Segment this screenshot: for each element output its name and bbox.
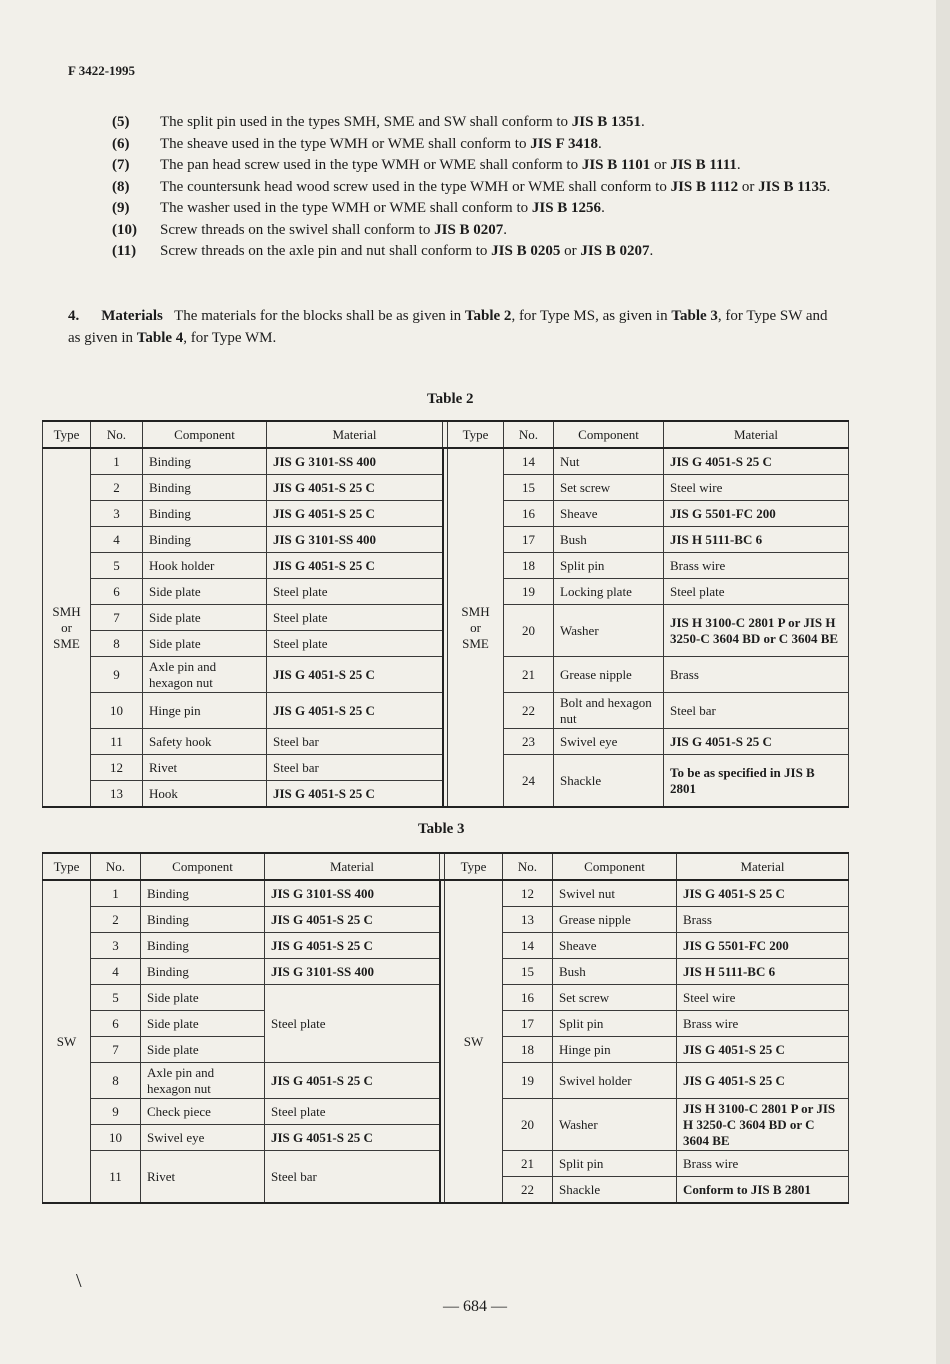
material-cell: JIS H 3100-C 2801 P or JIS H 3250-C 3604 BD or C 3604 BE: [664, 605, 849, 657]
row-number: 8: [91, 631, 143, 657]
type-label: SME: [53, 635, 80, 651]
component-cell: Swivel eye: [141, 1125, 265, 1151]
row-number: 24: [504, 755, 554, 808]
row-number: 1: [91, 448, 143, 475]
component-cell: Hook holder: [143, 553, 267, 579]
column-header-component: Component: [141, 853, 265, 880]
material-cell: JIS G 3101-SS 400: [265, 880, 440, 907]
component-cell: Sheave: [553, 933, 677, 959]
component-cell: Swivel holder: [553, 1063, 677, 1099]
component-cell: Side plate: [143, 605, 267, 631]
material-cell: Steel plate: [265, 985, 440, 1063]
clause-number: (11): [112, 243, 137, 259]
row-number: 6: [91, 579, 143, 605]
component-cell: Locking plate: [554, 579, 664, 605]
material-cell: Brass wire: [677, 1011, 849, 1037]
row-number: 20: [504, 605, 554, 657]
row-number: 18: [503, 1037, 553, 1063]
component-cell: Shackle: [553, 1177, 677, 1204]
component-cell: Bush: [553, 959, 677, 985]
material-cell: JIS G 4051-S 25 C: [265, 933, 440, 959]
row-number: 2: [91, 907, 141, 933]
type-cell: [43, 448, 91, 807]
row-number: 4: [91, 527, 143, 553]
column-header-component: Component: [554, 421, 664, 448]
material-cell: Brass: [677, 907, 849, 933]
row-number: 12: [503, 880, 553, 907]
row-number: 14: [503, 933, 553, 959]
row-number: 13: [91, 781, 143, 808]
row-number: 23: [504, 729, 554, 755]
material-cell: Steel plate: [267, 579, 443, 605]
page-edge: [936, 0, 950, 1364]
column-header-material: Material: [267, 421, 443, 448]
material-cell: To be as specified in JIS B 2801: [664, 755, 849, 808]
row-number: 1: [91, 880, 141, 907]
component-cell: Hook: [143, 781, 267, 808]
row-number: 6: [91, 1011, 141, 1037]
component-cell: Rivet: [141, 1151, 265, 1204]
material-cell: Conform to JIS B 2801: [677, 1177, 849, 1204]
clause-list: [112, 112, 842, 263]
column-header-material: Material: [664, 421, 849, 448]
material-cell: Steel plate: [267, 631, 443, 657]
column-header-component: Component: [553, 853, 677, 880]
section-heading: Materials: [101, 308, 163, 324]
column-header-no: No.: [91, 421, 143, 448]
clause-item: [112, 198, 842, 220]
row-number: 21: [504, 657, 554, 693]
component-cell: Set screw: [553, 985, 677, 1011]
table-row: [43, 448, 849, 475]
component-cell: Swivel eye: [554, 729, 664, 755]
material-cell: JIS H 5111-BC 6: [677, 959, 849, 985]
clause-item: [112, 155, 842, 177]
component-cell: Side plate: [143, 579, 267, 605]
material-cell: JIS G 3101-SS 400: [265, 959, 440, 985]
component-cell: Axle pin and hexagon nut: [141, 1063, 265, 1099]
component-cell: Binding: [141, 933, 265, 959]
clause-text: Screw threads on the axle pin and nut shall conform to JIS B 0205 or JIS B 0207.: [160, 243, 654, 259]
clause-number: (6): [112, 135, 130, 152]
material-cell: Steel plate: [267, 605, 443, 631]
component-cell: Axle pin and hexagon nut: [143, 657, 267, 693]
clause-number: (9): [112, 200, 130, 216]
material-cell: JIS G 4051-S 25 C: [265, 907, 440, 933]
material-cell: Steel plate: [265, 1099, 440, 1125]
material-cell: JIS G 4051-S 25 C: [664, 729, 849, 755]
row-number: 3: [91, 501, 143, 527]
material-cell: Steel bar: [267, 729, 443, 755]
component-cell: Swivel nut: [553, 880, 677, 907]
row-number: 18: [504, 553, 554, 579]
row-number: 22: [503, 1177, 553, 1204]
materials-section: 4. Materials The materials for the blocks shall be as given in Table 2, for Type MS, as given in Table 3, for Type SW and as given in Table 4, for Type WM.: [68, 308, 828, 346]
table-3-title: Table 3: [418, 821, 465, 837]
table-3: [42, 852, 849, 1204]
clause-item: [112, 220, 842, 242]
type-cell: SW: [43, 880, 91, 1203]
clause-text: The countersunk head wood screw used in the type WMH or WME shall conform to JIS B 1112 or JIS B 1135.: [160, 178, 831, 195]
column-header-component: Component: [143, 421, 267, 448]
table-2: [42, 420, 849, 808]
component-cell: Binding: [143, 527, 267, 553]
row-number: 15: [503, 959, 553, 985]
row-number: 7: [91, 1037, 141, 1063]
row-number: 15: [504, 475, 554, 501]
row-number: 16: [504, 501, 554, 527]
column-header-type: Type: [445, 853, 503, 880]
column-header-type: Type: [43, 421, 91, 448]
row-number: 11: [91, 1151, 141, 1204]
row-number: 19: [503, 1063, 553, 1099]
material-cell: JIS G 4051-S 25 C: [267, 553, 443, 579]
component-cell: Side plate: [141, 985, 265, 1011]
row-number: 9: [91, 1099, 141, 1125]
component-cell: Side plate: [141, 1037, 265, 1063]
row-number: 8: [91, 1063, 141, 1099]
row-number: 20: [503, 1099, 553, 1151]
clause-number: (8): [112, 178, 130, 195]
material-cell: JIS G 3101-SS 400: [267, 527, 443, 553]
component-cell: Safety hook: [143, 729, 267, 755]
row-number: 17: [504, 527, 554, 553]
material-cell: Steel plate: [664, 579, 849, 605]
clause-text: The washer used in the type WMH or WME shall conform to JIS B 1256.: [160, 200, 605, 216]
component-cell: Check piece: [141, 1099, 265, 1125]
document-id: F 3422-1995: [68, 63, 136, 78]
type-label: SME: [462, 635, 489, 651]
column-header-type: Type: [448, 421, 504, 448]
row-number: 22: [504, 693, 554, 729]
row-number: 21: [503, 1151, 553, 1177]
type-label: or: [470, 619, 481, 635]
row-number: 2: [91, 475, 143, 501]
clause-number: (7): [112, 157, 130, 173]
type-cell: SW: [445, 880, 503, 1203]
row-number: 10: [91, 1125, 141, 1151]
row-number: 5: [91, 553, 143, 579]
column-header-no: No.: [503, 853, 553, 880]
material-cell: Steel bar: [267, 755, 443, 781]
component-cell: Washer: [553, 1099, 677, 1151]
row-number: 11: [91, 729, 143, 755]
material-cell: JIS G 4051-S 25 C: [267, 475, 443, 501]
material-cell: JIS H 3100-C 2801 P or JIS H 3250-C 3604 BD or C 3604 BE: [677, 1099, 849, 1151]
component-cell: Binding: [143, 475, 267, 501]
material-cell: JIS G 5501-FC 200: [677, 933, 849, 959]
clause-item: [112, 112, 842, 134]
row-number: 17: [503, 1011, 553, 1037]
row-number: 9: [91, 657, 143, 693]
material-cell: JIS G 3101-SS 400: [267, 448, 443, 475]
row-number: 5: [91, 985, 141, 1011]
clause-item: [112, 241, 842, 263]
column-header-type: Type: [43, 853, 91, 880]
clause-number: (5): [112, 114, 130, 130]
component-cell: Binding: [141, 880, 265, 907]
material-cell: JIS G 4051-S 25 C: [267, 781, 443, 808]
material-cell: JIS H 5111-BC 6: [664, 527, 849, 553]
component-cell: Bolt and hexagon nut: [554, 693, 664, 729]
column-header-no: No.: [504, 421, 554, 448]
material-cell: JIS G 4051-S 25 C: [265, 1125, 440, 1151]
type-label: SMH: [52, 603, 81, 619]
component-cell: Bush: [554, 527, 664, 553]
material-cell: Steel wire: [677, 985, 849, 1011]
material-cell: Steel bar: [664, 693, 849, 729]
component-cell: Binding: [143, 448, 267, 475]
row-number: 12: [91, 755, 143, 781]
clause-text: The pan head screw used in the type WMH or WME shall conform to JIS B 1101 or JIS B 1111.: [160, 157, 741, 173]
row-number: 16: [503, 985, 553, 1011]
component-cell: Split pin: [553, 1011, 677, 1037]
component-cell: Hinge pin: [143, 693, 267, 729]
row-number: 14: [504, 448, 554, 475]
component-cell: Sheave: [554, 501, 664, 527]
material-cell: JIS G 4051-S 25 C: [677, 880, 849, 907]
component-cell: Grease nipple: [554, 657, 664, 693]
type-label: SMH: [461, 603, 490, 619]
component-cell: Shackle: [554, 755, 664, 808]
material-cell: JIS G 4051-S 25 C: [267, 693, 443, 729]
page-number: — 684 —: [443, 1298, 507, 1315]
row-number: 13: [503, 907, 553, 933]
table-2-title: Table 2: [427, 391, 474, 407]
component-cell: Split pin: [554, 553, 664, 579]
section-number: 4.: [68, 308, 80, 324]
component-cell: Side plate: [143, 631, 267, 657]
material-cell: JIS G 4051-S 25 C: [664, 448, 849, 475]
material-cell: Steel wire: [664, 475, 849, 501]
material-cell: JIS G 4051-S 25 C: [677, 1037, 849, 1063]
table-header-row: [43, 421, 849, 448]
component-cell: Washer: [554, 605, 664, 657]
material-cell: Brass wire: [664, 553, 849, 579]
component-cell: Rivet: [143, 755, 267, 781]
margin-mark: \: [76, 1270, 82, 1292]
row-number: 19: [504, 579, 554, 605]
type-cell: [448, 448, 504, 807]
component-cell: Hinge pin: [553, 1037, 677, 1063]
clause-item: [112, 177, 842, 199]
material-cell: Steel bar: [265, 1151, 440, 1204]
material-cell: JIS G 4051-S 25 C: [267, 501, 443, 527]
component-cell: Side plate: [141, 1011, 265, 1037]
column-header-material: Material: [677, 853, 849, 880]
table-header-row: [43, 853, 849, 880]
component-cell: Split pin: [553, 1151, 677, 1177]
column-header-no: No.: [91, 853, 141, 880]
component-cell: Nut: [554, 448, 664, 475]
clause-text: The split pin used in the types SMH, SME and SW shall conform to JIS B 1351.: [160, 114, 645, 130]
material-cell: Brass: [664, 657, 849, 693]
clause-text: The sheave used in the type WMH or WME shall conform to JIS F 3418.: [160, 135, 602, 152]
component-cell: Binding: [141, 907, 265, 933]
column-header-material: Material: [265, 853, 440, 880]
row-number: 10: [91, 693, 143, 729]
row-number: 4: [91, 959, 141, 985]
material-cell: JIS G 4051-S 25 C: [265, 1063, 440, 1099]
material-cell: JIS G 5501-FC 200: [664, 501, 849, 527]
component-cell: Set screw: [554, 475, 664, 501]
material-cell: JIS G 4051-S 25 C: [677, 1063, 849, 1099]
material-cell: Brass wire: [677, 1151, 849, 1177]
clause-number: (10): [112, 221, 137, 238]
row-number: 3: [91, 933, 141, 959]
component-cell: Binding: [143, 501, 267, 527]
type-label: or: [61, 619, 72, 635]
row-number: 7: [91, 605, 143, 631]
table-row: [43, 880, 849, 907]
clause-text: Screw threads on the swivel shall conform to JIS B 0207.: [160, 221, 508, 238]
clause-item: [112, 134, 842, 156]
material-cell: JIS G 4051-S 25 C: [267, 657, 443, 693]
component-cell: Binding: [141, 959, 265, 985]
component-cell: Grease nipple: [553, 907, 677, 933]
